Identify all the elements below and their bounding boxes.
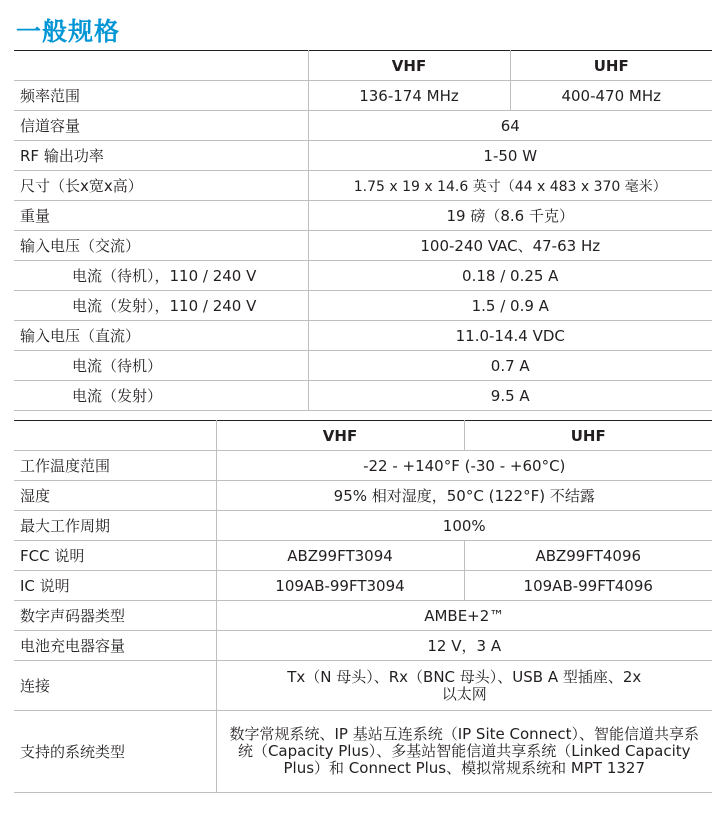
page-title: 一般规格 (16, 17, 121, 46)
table-row (14, 631, 712, 661)
table-header-row (14, 51, 712, 81)
row-label: RF 输出功率 (20, 147, 104, 165)
row-label: 数字声码器类型 (20, 607, 126, 625)
table-header-row (14, 421, 712, 451)
row-label: 输入电压（直流） (20, 327, 141, 345)
row-label: 连接 (20, 677, 51, 695)
row-label: 电池充电器容量 (20, 637, 126, 655)
table-row (14, 661, 712, 711)
table-row (14, 261, 712, 291)
table-row (14, 351, 712, 381)
row-label: 电流（发射） (72, 387, 163, 405)
row-value-vhf: 109AB-99FT3094 (216, 571, 464, 601)
row-value: 11.0-14.4 VDC (308, 321, 712, 351)
table-row (14, 171, 712, 201)
spec-table-general (14, 50, 712, 411)
row-value-vhf: ABZ99FT3094 (216, 541, 464, 571)
table-row (14, 141, 712, 171)
spec-table-environment (14, 420, 712, 793)
table-row (14, 81, 712, 111)
row-value: 0.7 A (308, 351, 712, 381)
row-value: 95% 相对湿度，50°C (122°F) 不结露 (216, 481, 712, 511)
row-value: 12 V，3 A (216, 631, 712, 661)
table-row (14, 511, 712, 541)
table-row (14, 451, 712, 481)
row-value-uhf: 109AB-99FT4096 (464, 571, 712, 601)
row-value: 64 (308, 111, 712, 141)
row-value-cell (216, 711, 712, 793)
table-row (14, 601, 712, 631)
row-label: IC 说明 (20, 577, 70, 595)
row-label: 支持的系统类型 (20, 743, 126, 761)
header-uhf: UHF (464, 421, 712, 451)
row-label: 输入电压（交流） (20, 237, 141, 255)
row-label: 重量 (20, 207, 51, 225)
row-label: 湿度 (20, 487, 51, 505)
table-row (14, 231, 712, 261)
header-blank (14, 421, 216, 451)
header-vhf: VHF (308, 51, 510, 81)
row-value-vhf: 136-174 MHz (308, 81, 510, 111)
table-row (14, 201, 712, 231)
table-row (14, 321, 712, 351)
row-label: 电流（待机） (72, 357, 163, 375)
table-row (14, 291, 712, 321)
row-label: 电流（待机），110 / 240 V (72, 267, 257, 285)
table-row (14, 711, 712, 793)
row-label: 电流（发射），110 / 240 V (72, 297, 257, 315)
table-row (14, 111, 712, 141)
row-value: 100-240 VAC、47-63 Hz (308, 231, 712, 261)
row-value: 1.5 / 0.9 A (308, 291, 712, 321)
row-label: 信道容量 (20, 117, 81, 135)
row-value: AMBE+2™ (216, 601, 712, 631)
row-value: 19 磅（8.6 千克） (308, 201, 712, 231)
row-label: 最大工作周期 (20, 517, 111, 535)
table-row (14, 571, 712, 601)
row-value: 9.5 A (308, 381, 712, 411)
header-uhf: UHF (510, 51, 712, 81)
row-value: -22 - +140°F (-30 - +60°C) (216, 451, 712, 481)
row-label: FCC 说明 (20, 547, 85, 565)
row-label: 尺寸（长x宽x高） (20, 177, 143, 195)
row-value-uhf: 400-470 MHz (510, 81, 712, 111)
header-vhf: VHF (216, 421, 464, 451)
row-value: 1-50 W (308, 141, 712, 171)
row-value-uhf: ABZ99FT4096 (464, 541, 712, 571)
row-value-cell (216, 661, 712, 711)
row-label: 工作温度范围 (20, 457, 111, 475)
row-value: 0.18 / 0.25 A (308, 261, 712, 291)
row-value: 1.75 x 19 x 14.6 英寸（44 x 483 x 370 毫米） (308, 171, 712, 201)
header-blank (14, 51, 308, 81)
table-row (14, 481, 712, 511)
table-row (14, 381, 712, 411)
row-value: 100% (216, 511, 712, 541)
row-label: 频率范围 (20, 87, 81, 105)
table-row (14, 541, 712, 571)
row-value: 数字常规系统、IP 基站互连系统（IP Site Connect）、智能信道共享系统（Capacity Plus）、多基站智能信道共享系统（Linked Capacity Plus）和 Connect Plus、模拟常规系统和 MPT 1327 (229, 725, 700, 777)
row-value: Tx（N 母头）、Rx（BNC 母头）、USB A 型插座、2x 以太网 (287, 667, 642, 703)
